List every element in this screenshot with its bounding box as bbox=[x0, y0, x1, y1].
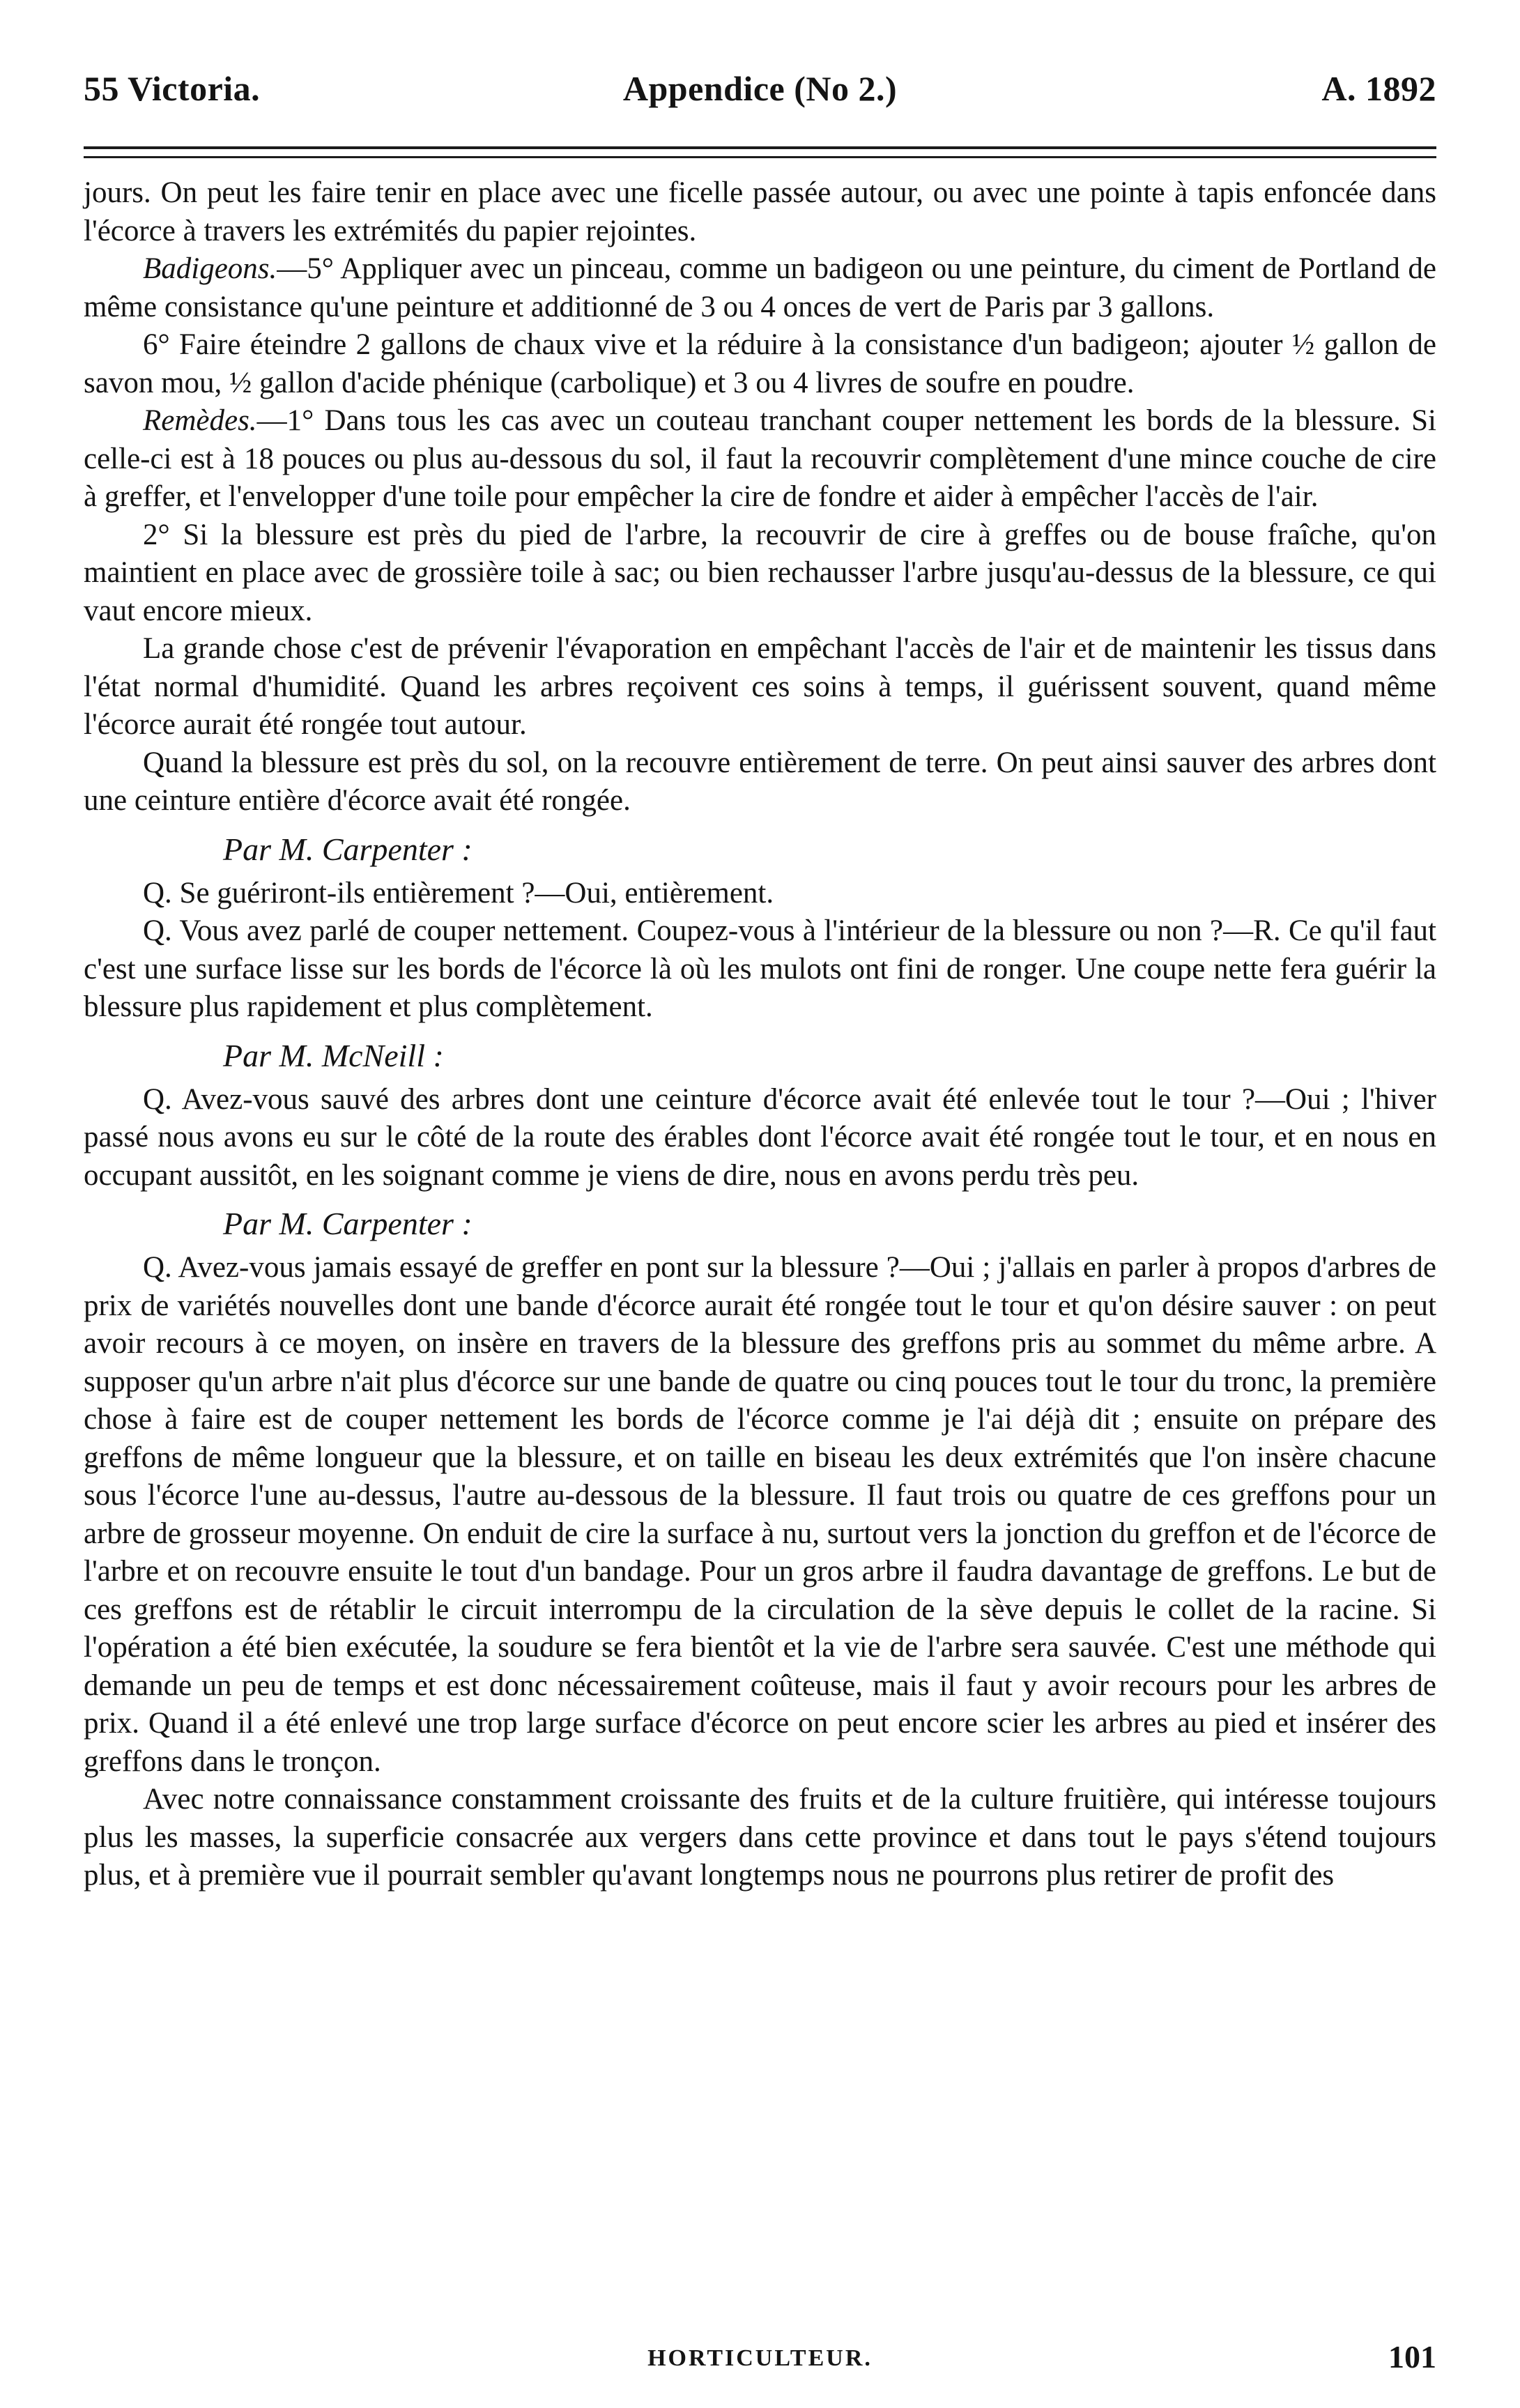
running-footer bbox=[84, 2338, 1436, 2380]
paragraph bbox=[84, 1249, 1436, 1781]
running-header bbox=[84, 68, 1436, 117]
footer-section-title: HORTICULTEUR. bbox=[647, 2345, 873, 2371]
paragraph-text: Q. Avez-vous sauvé des arbres dont une ceinture d'écorce avait été enlevée tout le tour ?—Oui ; l'hiver passé nous avons eu sur le côté de la route des érables dont l'écorce avait été rongée tout le tour, et en nous en occupant aussitôt, en les soignant comme je viens de dire, nous en avons perdu très peu. bbox=[84, 1082, 1436, 1192]
speaker-heading bbox=[84, 1036, 1436, 1075]
paragraph bbox=[84, 875, 1436, 913]
paragraph bbox=[84, 402, 1436, 516]
paragraph bbox=[84, 250, 1436, 326]
paragraph-text: —5° Appliquer avec un pinceau, comme un badigeon ou une peinture, du ciment de Portland de même consistance qu'une peinture et additionné de 3 ou 4 onces de vert de Paris par 3 gallons. bbox=[84, 252, 1436, 323]
paragraph-text: Par M. McNeill : bbox=[223, 1037, 444, 1073]
header-volume: 55 Victoria. bbox=[84, 69, 261, 108]
speaker-heading bbox=[84, 1204, 1436, 1243]
rule-bottom bbox=[84, 156, 1436, 158]
header-year: A. 1892 bbox=[1321, 69, 1436, 108]
paragraph bbox=[84, 912, 1436, 1027]
paragraph bbox=[84, 1081, 1436, 1195]
paragraph-text: La grande chose c'est de prévenir l'évaporation en empêchant l'accès de l'air et de maintenir les tissus dans l'état normal d'humidité. Quand les arbres reçoivent ces soins à temps, il guérissent souvent, quand même l'écorce aurait été rongée tout autour. bbox=[84, 632, 1436, 741]
speaker-heading bbox=[84, 830, 1436, 869]
paragraph-text: Quand la blessure est près du sol, on la recouvre entièrement de terre. On peut ainsi sauver des arbres dont une ceinture entière d'écorce avait été rongée. bbox=[84, 746, 1436, 817]
paragraph bbox=[84, 630, 1436, 744]
paragraph-text: 6° Faire éteindre 2 gallons de chaux vive et la réduire à la consistance d'un badigeon; ajouter ½ gallon de savon mou, ½ gallon d'acide phénique (carbolique) et 3 ou 4 livres de soufre en poudre. bbox=[84, 328, 1436, 399]
paragraph-text: Q. Se guériront-ils entièrement ?—Oui, entièrement. bbox=[143, 876, 774, 910]
paragraph bbox=[84, 174, 1436, 250]
paragraph-lead: Badigeons. bbox=[143, 252, 277, 285]
paragraph-text: 2° Si la blessure est près du pied de l'arbre, la recouvrir de cire à greffes ou de bouse fraîche, qu'on maintient en place avec de grossière toile à sac; ou bien rechausser l'arbre jusqu'au-dessus de la blessure, ce qui vaut encore mieux. bbox=[84, 518, 1436, 627]
paragraph-text: Par M. Carpenter : bbox=[223, 831, 473, 867]
paragraph-text: Avec notre connaissance constamment croissante des fruits et de la culture fruitière, qui intéresse toujours plus les masses, la superficie consacrée aux vergers dans cette province et dans tout le pays s'étend toujours plus, et à première vue il pourrait sembler qu'avant longtemps nous ne pourrons plus retirer de profit des bbox=[84, 1783, 1436, 1892]
body-text bbox=[84, 174, 1436, 1895]
paragraph-text: —1° Dans tous les cas avec un couteau tranchant couper nettement les bords de la blessure. Si celle-ci est à 18 pouces ou plus au-dessous du sol, il faut la recouvrir complètement d'une mince couche de cire à greffer, et l'envelopper d'une toile pour empêcher la cire de fondre et aider à empêcher l'accès de l'air. bbox=[84, 404, 1436, 513]
header-appendix: Appendice (No 2.) bbox=[622, 69, 898, 108]
paragraph bbox=[84, 326, 1436, 402]
paragraph bbox=[84, 1781, 1436, 1895]
paragraph-text: Par M. Carpenter : bbox=[223, 1206, 473, 1241]
page-number: 101 bbox=[1388, 2339, 1436, 2375]
paragraph-text: Q. Vous avez parlé de couper nettement. Coupez-vous à l'intérieur de la blessure ou non ?—R. Ce qu'il faut c'est une surface lisse sur les bords de l'écorce là où les mulots ont fini de ronger. Une coupe nette fera guérir la blessure plus rapidement et plus complètement. bbox=[84, 914, 1436, 1023]
paragraph-text: jours. On peut les faire tenir en place avec une ficelle passée autour, ou avec une pointe à tapis enfoncée dans l'écorce à travers les extrémités du papier rejointes. bbox=[84, 176, 1436, 247]
paragraph-text: Q. Avez-vous jamais essayé de greffer en pont sur la blessure ?—Oui ; j'allais en parler à propos d'arbres de prix de variétés nouvelles dont une bande d'écorce aurait été rongée tout le tour et qu'on désire sauver : on peut avoir recours à ce moyen, on insère en travers de la blessure des greffons pris au sommet du même arbre. A supposer qu'un arbre n'ait plus d'écorce sur une bande de quatre ou cinq pouces tout le tour du tronc, la première chose à faire est de couper nettement les bords de l'écorce comme je l'ai déjà dit ; ensuite on prépare des greffons de même longueur que la blessure, et on taille en biseau les deux extrémités que l'on insère chacune sous l'écorce l'une au-dessus, l'autre au-dessous de la blessure. Il faut trois ou quatre de ces greffons pour un arbre de grosseur moyenne. On enduit de cire la surface à nu, surtout vers la jonction du greffon et de l'écorce de l'arbre et on recouvre ensuite le tout d'un bandage. Pour un gros arbre il faudra davantage de greffons. Le but de ces greffons est de rétablir le circuit interrompu de la circulation de la sève depuis le collet de la racine. Si l'opération a été bien exécutée, la soudure se fera bientôt et la vie de l'arbre sera sauvée. C'est une méthode qui demande un peu de temps et est donc nécessairement coûteuse, mais il faut y avoir recours pour les arbres de prix. Quand il a été enlevé une trop large surface d'écorce on peut encore scier les arbres au pied et insérer des greffons dans le tronçon. bbox=[84, 1251, 1436, 1778]
paragraph-lead: Remèdes. bbox=[143, 404, 257, 437]
header-double-rule bbox=[84, 146, 1436, 158]
rule-top bbox=[84, 146, 1436, 149]
paragraph bbox=[84, 516, 1436, 631]
paragraph bbox=[84, 744, 1436, 820]
